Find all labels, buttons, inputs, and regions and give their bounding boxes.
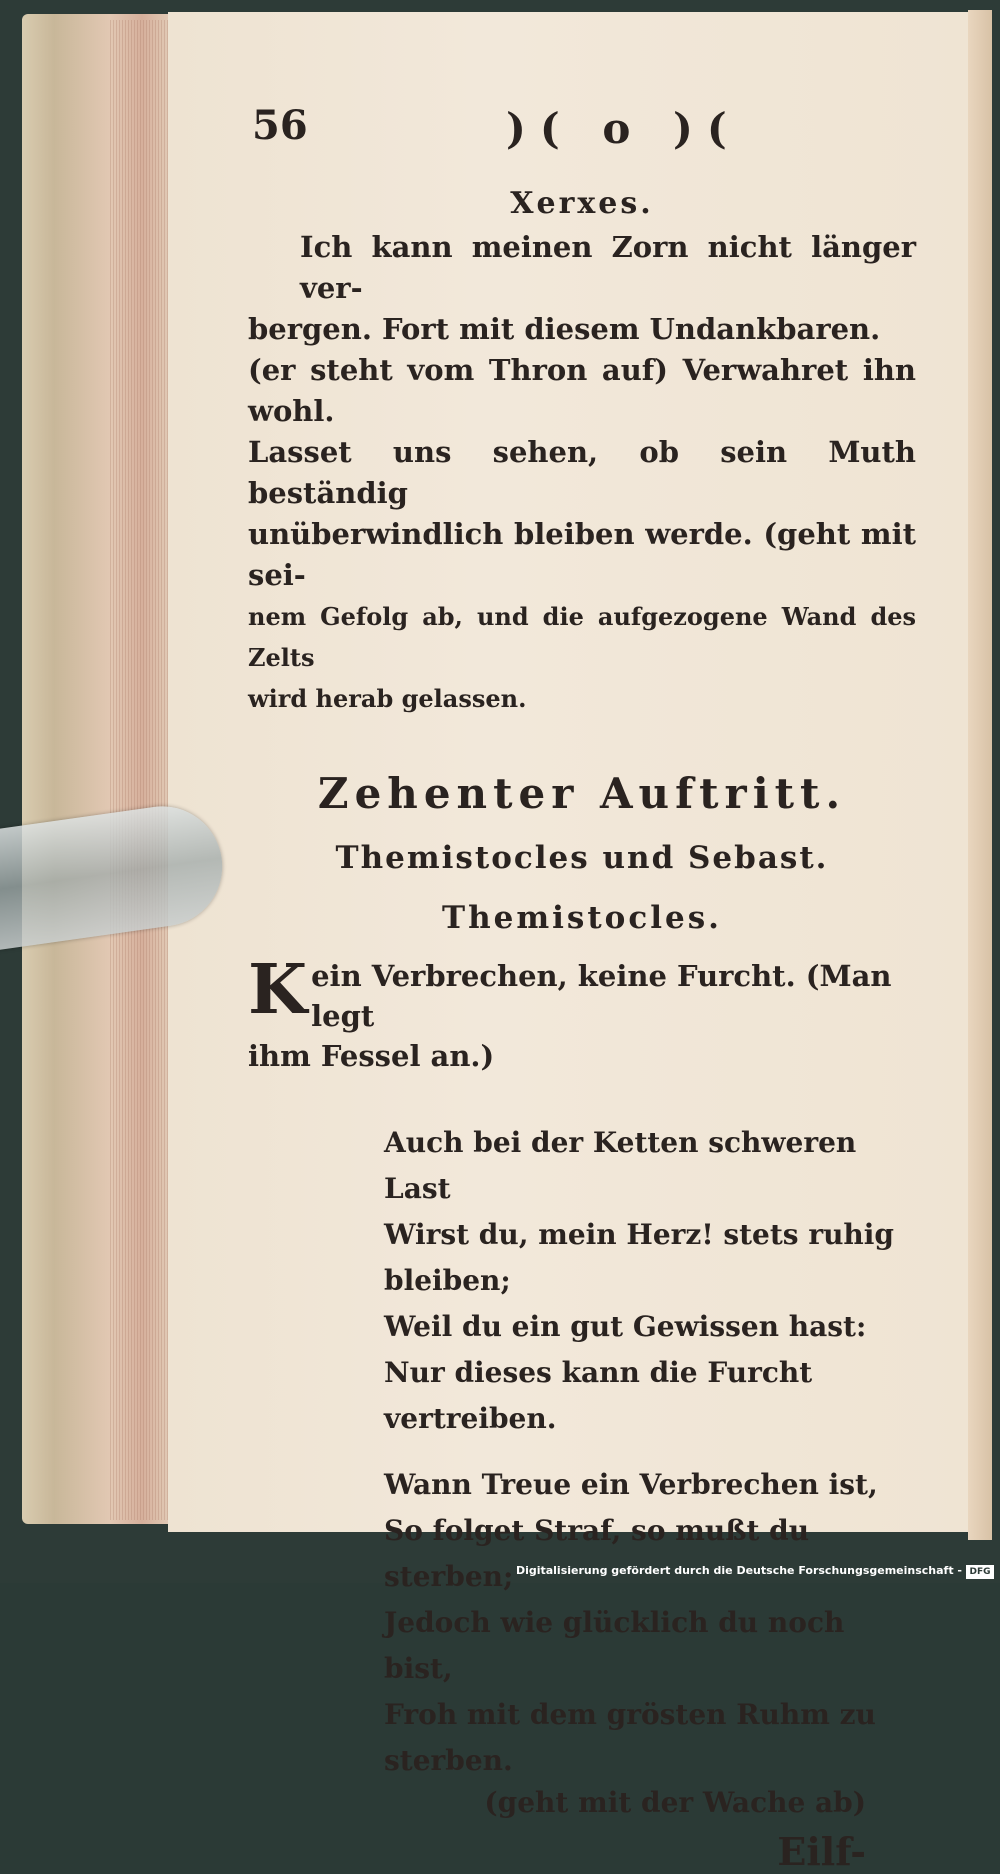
prose-line: bergen. Fort mit diesem Undankbaren. xyxy=(248,312,881,346)
prose-line: Ich kann meinen Zorn nicht länger ver- xyxy=(300,230,916,305)
verse-stanza-2 xyxy=(248,1462,916,1784)
right-page-edge xyxy=(968,10,992,1540)
speech-line: ein Verbrechen, keine Furcht. (Man legt xyxy=(311,959,892,1033)
prose-line: wird herab gelassen. xyxy=(248,684,527,713)
verse-stanza-1 xyxy=(248,1120,916,1442)
page-text xyxy=(248,96,916,1874)
verse-line: Jedoch wie glücklich du noch bist, xyxy=(384,1606,845,1685)
page-header xyxy=(248,96,916,156)
speaker-name: Xerxes. xyxy=(510,186,654,221)
speech-paragraph xyxy=(248,950,916,1076)
dfg-logo: DFG xyxy=(966,1565,994,1579)
verse-line: Wirst du, mein Herz! stets ruhig bleiben; xyxy=(384,1218,895,1297)
prose-line: (er steht vom Thron auf) Verwahret ihn wohl. xyxy=(248,353,916,428)
scene-characters: Themistocles und Sebast. xyxy=(335,840,829,876)
verse-line: So folget Straf, so mußt du sterben; xyxy=(384,1514,810,1593)
catchword: Eilf- xyxy=(777,1829,866,1874)
scene-title: Zehenter Auftritt. xyxy=(317,769,847,818)
prose-line: nem Gefolg ab, und die aufgezogene Wand des Zelts xyxy=(248,602,916,672)
speaker-name-2: Themistocles. xyxy=(442,900,722,936)
verse-line: Wann Treue ein Verbrechen ist, xyxy=(384,1468,878,1501)
prose-line: unüberwindlich bleiben werde. (geht mit sei- xyxy=(248,517,916,592)
digitization-credit: Digitalisierung gefördert durch die Deutsche Forschungsgemeinschaft - xyxy=(515,1564,962,1577)
verse-line: Weil du ein gut Gewissen hast: xyxy=(384,1310,867,1343)
stage-direction-exit: (geht mit der Wache ab) xyxy=(484,1786,866,1819)
verse-line: Nur dieses kann die Furcht vertreiben. xyxy=(384,1356,813,1435)
prose-line: Lasset uns sehen, ob sein Muth beständig xyxy=(248,435,916,510)
header-ornament: )( o )( xyxy=(506,104,741,153)
drop-cap: K xyxy=(248,950,308,1030)
verse-line: Froh mit dem grösten Ruhm zu sterben. xyxy=(384,1698,876,1777)
dialogue-paragraph xyxy=(248,227,916,719)
speech-line: ihm Fessel an.) xyxy=(248,1039,495,1073)
page-number: 56 xyxy=(252,102,308,149)
verse-line: Auch bei der Ketten schweren Last xyxy=(384,1126,857,1205)
